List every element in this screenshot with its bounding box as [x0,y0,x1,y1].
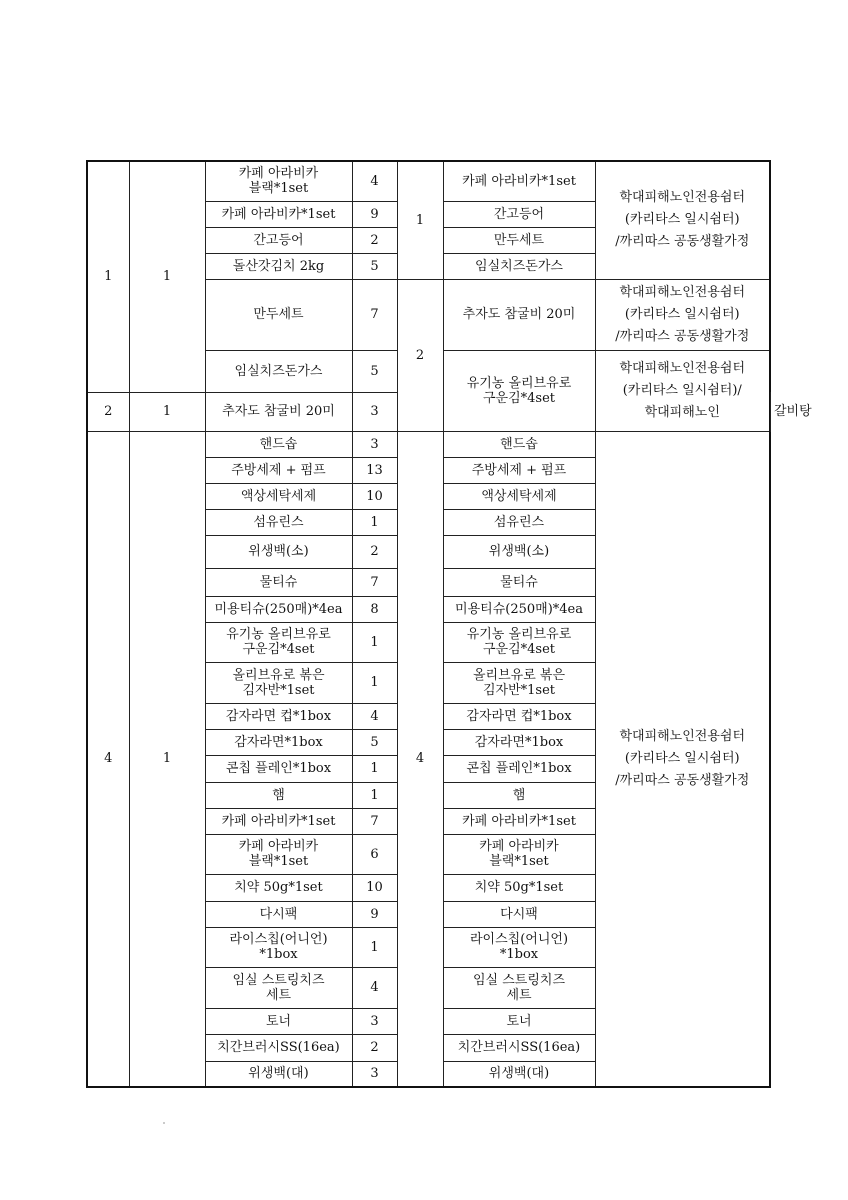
recipient-place: 학대피해노인전용쉼터 (카리타스 일시쉼터) /까리따스 공동생활가정 [595,431,770,1087]
item-name: 올리브유로 볶은 김자반*1set [205,662,352,703]
item-qty: 7 [352,279,397,350]
item-qty: 9 [352,201,397,227]
group-count: 1 [129,161,205,392]
item-name: 감자라면 컵*1box [205,703,352,729]
item-qty: 1 [352,755,397,782]
item-name: 치약 50g*1set [205,874,352,901]
item-name: 카페 아라비카*1set [205,201,352,227]
dist-item: 올리브유로 볶은 김자반*1set [443,662,595,703]
item-name: 핸드솝 [205,431,352,457]
dist-item: 핸드솝 [443,431,595,457]
item-qty: 4 [352,967,397,1008]
dist-item: 감자라면*1box [443,729,595,755]
item-qty: 2 [352,1034,397,1061]
item-name: 카페 아라비카 블랙*1set [205,161,352,201]
recipient-place: 학대피해노인전용쉼터 (카리타스 일시쉼터) /까리따스 공동생활가정 [595,161,770,279]
item-name: 카페 아라비카*1set [205,808,352,834]
dist-item: 다시팩 [443,901,595,927]
item-qty: 1 [352,927,397,967]
item-name: 콘칩 플레인*1box [205,755,352,782]
item-qty: 2 [352,535,397,568]
dist-item: 치간브러시SS(16ea) [443,1034,595,1061]
dist-item: 햄 [443,782,595,808]
dist-item: 위생백(대) [443,1061,595,1087]
dist-item: 치약 50g*1set [443,874,595,901]
group-number: 1 [87,161,129,392]
item-name: 섬유린스 [205,509,352,535]
item-qty: 4 [352,161,397,201]
item-name: 라이스칩(어니언) *1box [205,927,352,967]
dist-item: 액상세탁세제 [443,483,595,509]
item-name: 햄 [205,782,352,808]
dist-item: 임실 스트링치즈 세트 [443,967,595,1008]
scan-speck [163,1122,165,1124]
item-qty: 10 [352,874,397,901]
dist-item: 콘칩 플레인*1box [443,755,595,782]
dist-item: 섬유린스 [443,509,595,535]
table-row [87,161,770,201]
item-qty: 10 [352,483,397,509]
dist-item: 토너 [443,1008,595,1034]
item-qty: 1 [352,622,397,662]
item-qty: 3 [352,431,397,457]
dist-item: 카페 아라비카*1set [443,808,595,834]
item-qty: 1 [352,509,397,535]
item-qty: 3 [352,392,397,431]
recipient-place: 학대피해노인전용쉼터 (카리타스 일시쉼터)/ 학대피해노인 [595,350,770,431]
item-qty: 3 [352,1061,397,1087]
item-name: 미용티슈(250매)*4ea [205,596,352,622]
item-name: 유기농 올리브유로 구운김*4set [205,622,352,662]
group-number: 4 [87,431,129,1087]
dist-item: 유기농 올리브유로 구운김*4set [443,350,595,431]
item-name: 치간브러시SS(16ea) [205,1034,352,1061]
item-name: 카페 아라비카 블랙*1set [205,834,352,874]
group-count: 1 [129,431,205,1087]
dist-item: 물티슈 [443,568,595,596]
table-row [87,431,770,457]
item-name: 토너 [205,1008,352,1034]
dist-item: 만두세트 [443,227,595,253]
table-body [87,161,812,1087]
item-qty: 9 [352,901,397,927]
item-qty: 13 [352,457,397,483]
table-row: 2 1 추자도 참굴비 20미 3 갈비탕 [87,392,770,431]
dist-item: 간고등어 [443,201,595,227]
item-qty: 1 [352,662,397,703]
item-name: 다시팩 [205,901,352,927]
item-qty: 7 [352,568,397,596]
item-name: 추자도 참굴비 20미 [205,392,352,431]
group-count: 1 [129,392,205,431]
dist-number: 1 [397,161,443,279]
item-name: 물티슈 [205,568,352,596]
dist-item: 추자도 참굴비 20미 [443,279,595,350]
item-name: 돌산갓김치 2kg [205,253,352,279]
dist-item: 미용티슈(250매)*4ea [443,596,595,622]
item-qty: 6 [352,834,397,874]
item-qty: 4 [352,703,397,729]
dist-item: 카페 아라비카 블랙*1set [443,834,595,874]
item-qty: 1 [352,782,397,808]
item-name: 간고등어 [205,227,352,253]
item-qty: 5 [352,729,397,755]
item-name: 임실치즈돈가스 [205,350,352,392]
dist-item: 감자라면 컵*1box [443,703,595,729]
dist-item: 주방세제 + 펌프 [443,457,595,483]
dist-item: 임실치즈돈가스 [443,253,595,279]
item-qty: 5 [352,253,397,279]
dist-item: 유기농 올리브유로 구운김*4set [443,622,595,662]
item-qty: 8 [352,596,397,622]
item-name: 주방세제 + 펌프 [205,457,352,483]
item-qty: 2 [352,227,397,253]
dist-item: 위생백(소) [443,535,595,568]
item-qty: 3 [352,1008,397,1034]
item-qty: 7 [352,808,397,834]
item-name: 액상세탁세제 [205,483,352,509]
item-name: 감자라면*1box [205,729,352,755]
dist-number: 4 [397,431,443,1087]
dist-item: 라이스칩(어니언) *1box [443,927,595,967]
dist-item: 카페 아라비카*1set [443,161,595,201]
item-name: 만두세트 [205,279,352,350]
recipient-place: 학대피해노인전용쉼터 (카리타스 일시쉼터) /까리따스 공동생활가정 [595,279,770,350]
item-name: 위생백(대) [205,1061,352,1087]
group-number: 2 [87,392,129,431]
item-qty: 5 [352,350,397,392]
donation-distribution-table [86,160,812,1088]
dist-number: 2 [397,279,443,431]
item-name: 위생백(소) [205,535,352,568]
item-name: 임실 스트링치즈 세트 [205,967,352,1008]
